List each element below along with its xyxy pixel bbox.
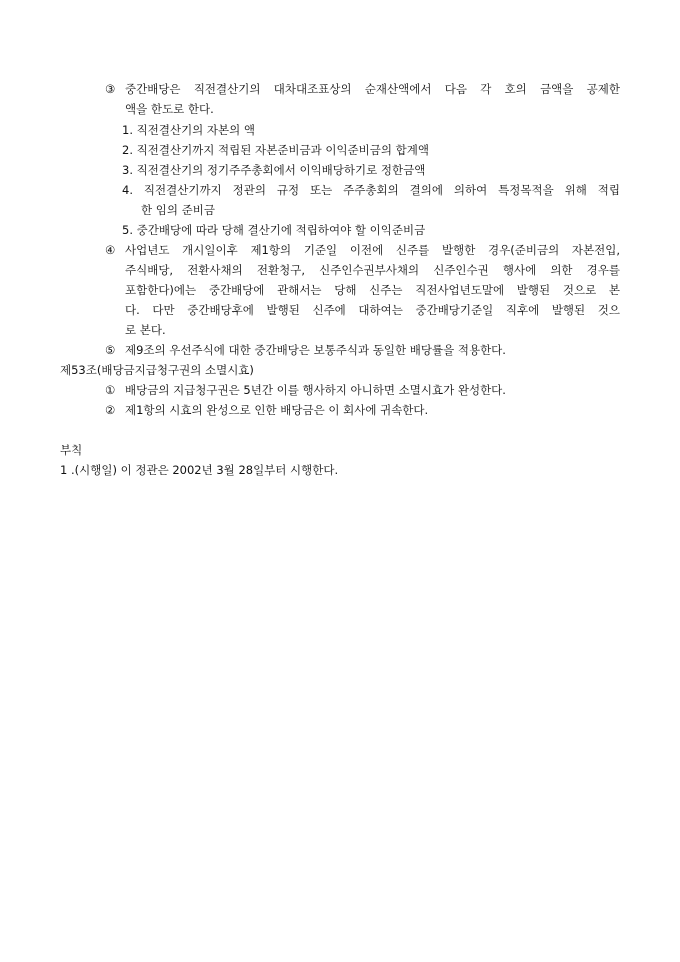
para3-line2: 액을 한도로 한다.: [125, 102, 214, 116]
para4-line-1: 사업년도 개시일이후 제1항의 기준일 이전에 신주를 발행한 경우(준비금의 자본전입,: [125, 243, 620, 257]
para5-marker: ⑤: [105, 343, 116, 357]
article53-item-1-text: 배당금의 지급청구권은 5년간 이를 행사하지 아니하면 소멸시효가 완성한다.: [125, 383, 506, 397]
para4-marker: ④: [105, 243, 116, 257]
article53-item-2-text: 제1항의 시효의 완성으로 인한 배당금은 이 회사에 귀속한다.: [125, 403, 429, 417]
para4-line-4: 다. 다만 중간배당후에 발행된 신주에 대하여는 중간배당기준일 직후에 발행된 것으: [125, 303, 620, 317]
para4-line-3: 포함한다)에는 중간배당에 관해서는 당해 신주는 직전사업년도말에 발행된 것으로 본: [125, 283, 620, 297]
para3-item-3: 3. 직전결산기의 정기주주총회에서 이익배당하기로 정한금액: [122, 163, 426, 177]
addenda-heading: 부칙: [60, 443, 83, 457]
para3-item-2: 2. 직전결산기까지 적립된 자본준비금과 이익준비금의 합계액: [122, 143, 429, 157]
para4-line-5: 로 본다.: [125, 323, 166, 337]
para3-item-5: 5. 중간배당에 따라 당해 결산기에 적립하여야 할 이익준비금: [122, 223, 426, 237]
addenda-line: 1 .(시행일) 이 정관은 2002년 3월 28일부터 시행한다.: [60, 463, 339, 477]
para3-marker: ③: [105, 82, 116, 96]
para5-text: 제9조의 우선주식에 대한 중간배당은 보통주식과 동일한 배당률을 적용한다.: [125, 343, 506, 357]
para3-item-1: 1. 직전결산기의 자본의 액: [122, 123, 256, 137]
para3-item-4-cont: 한 임의 준비금: [141, 203, 215, 217]
article53-title: 제53조(배당금지급청구권의 소멸시효): [60, 363, 254, 377]
para3-line1: 중간배당은 직전결산기의 대차대조표상의 순재산액에서 다음 각 호의 금액을 공제한: [125, 82, 620, 96]
para4-line-2: 주식배당, 전환사채의 전환청구, 신주인수권부사채의 신주인수권 행사에 의한 경우를: [125, 263, 620, 277]
article53-item-2-marker: ②: [105, 403, 116, 417]
para3-item-4: 4. 직전결산기까지 정관의 규정 또는 주주총회의 결의에 의하여 특정목적을 위해 적립: [122, 183, 620, 197]
article53-item-1-marker: ①: [105, 383, 116, 397]
